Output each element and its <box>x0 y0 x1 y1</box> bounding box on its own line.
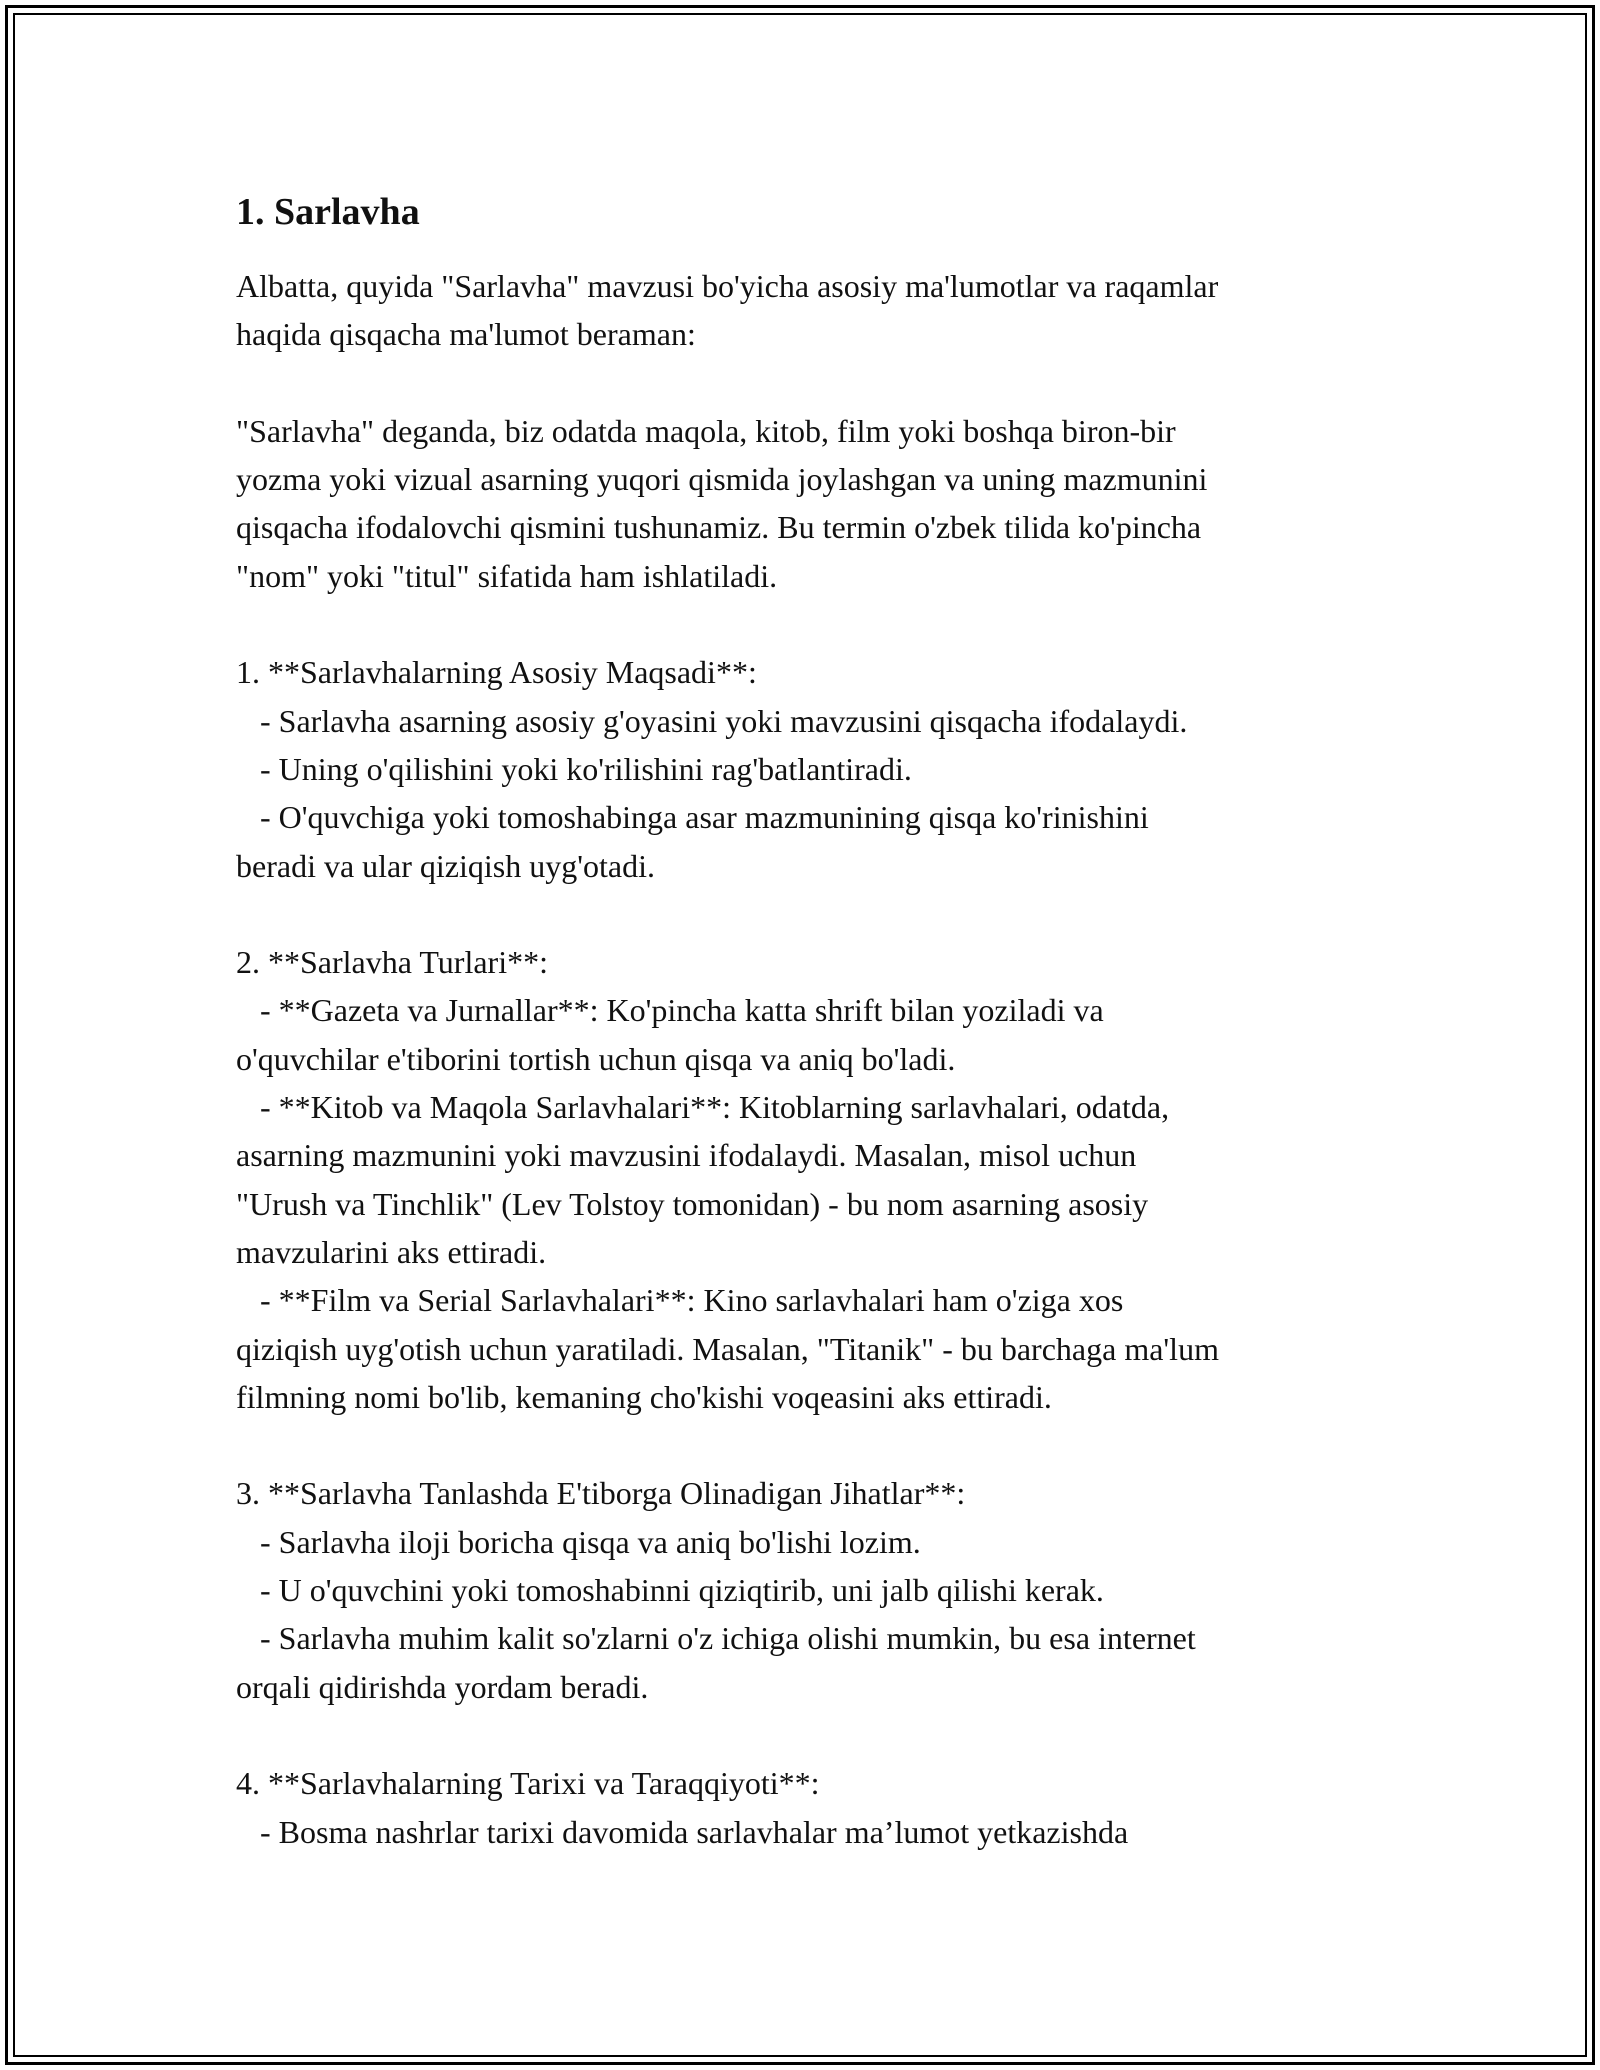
text-line: filmning nomi bo'lib, kemaning cho'kishi voqeasini aks ettiradi. <box>236 1378 1052 1415</box>
text-line: Albatta, quyida "Sarlavha" mavzusi bo'yicha asosiy ma'lumotlar va raqamlar <box>236 268 1219 304</box>
text-line: 4. **Sarlavhalarning Tarixi va Taraqqiyoti**: <box>236 1765 820 1802</box>
document-title: 1. Sarlavha <box>236 191 420 233</box>
document-text <box>236 262 1386 1856</box>
text-line: orqali qidirishda yordam beradi. <box>236 1668 649 1705</box>
text-line: 3. **Sarlavha Tanlashda E'tiborga Olinadigan Jihatlar**: <box>236 1475 966 1512</box>
document-body <box>236 186 1386 1856</box>
text-line: "Sarlavha" deganda, biz odatda maqola, kitob, film yoki boshqa biron-bir <box>236 412 1176 449</box>
text-line: - U o'quvchini yoki tomoshabinni qiziqtirib, uni jalb qilishi kerak. <box>236 1572 1104 1609</box>
text-line: haqida qisqacha ma'lumot beraman: <box>236 316 696 353</box>
text-line: - Bosma nashrlar tarixi davomida sarlavhalar ma’lumot yetkazishda <box>236 1813 1129 1850</box>
text-line: - Sarlavha muhim kalit so'zlarni o'z ichiga olishi mumkin, bu esa internet <box>236 1620 1196 1657</box>
text-line: 2. **Sarlavha Turlari**: <box>236 944 548 981</box>
text-line: - **Film va Serial Sarlavhalari**: Kino sarlavhalari ham o'ziga xos <box>236 1282 1124 1319</box>
text-line: o'quvchilar e'tiborini tortish uchun qisqa va aniq bo'ladi. <box>236 1040 956 1077</box>
blank-line <box>236 1711 1386 1759</box>
text-line: 1. **Sarlavhalarning Asosiy Maqsadi**: <box>236 654 757 691</box>
text-line: - Sarlavha asarning asosiy g'oyasini yoki mavzusini qisqacha ifodalaydi. <box>236 702 1188 739</box>
text-line: - **Kitob va Maqola Sarlavhalari**: Kitoblarning sarlavhalari, odatda, <box>236 1089 1170 1126</box>
text-line: - O'quvchiga yoki tomoshabinga asar mazmunining qisqa ko'rinishini <box>236 799 1149 836</box>
text-line: "nom" yoki "titul" sifatida ham ishlatiladi. <box>236 557 778 594</box>
text-line: asarning mazmunini yoki mavzusini ifodalaydi. Masalan, misol uchun <box>236 1137 1137 1174</box>
text-line: - **Gazeta va Jurnallar**: Ko'pincha katta shrift bilan yoziladi va <box>236 992 1104 1029</box>
text-line: mavzularini aks ettiradi. <box>236 1233 547 1270</box>
blank-line <box>236 600 1386 648</box>
text-line: qiziqish uyg'otish uchun yaratiladi. Masalan, "Titanik" - bu barchaga ma'lum <box>236 1330 1219 1367</box>
blank-line <box>236 359 1386 407</box>
blank-line <box>236 1421 1386 1469</box>
text-line: - Sarlavha iloji boricha qisqa va aniq bo'lishi lozim. <box>236 1523 921 1560</box>
blank-line <box>236 890 1386 938</box>
text-line: beradi va ular qiziqish uyg'otadi. <box>236 847 655 884</box>
text-line: yozma yoki vizual asarning yuqori qismida joylashgan va uning mazmunini <box>236 461 1208 498</box>
text-line: - Uning o'qilishini yoki ko'rilishini rag'batlantiradi. <box>236 750 912 787</box>
text-line: "Urush va Tinchlik" (Lev Tolstoy tomonidan) - bu nom asarning asosiy <box>236 1185 1149 1222</box>
text-line: qisqacha ifodalovchi qismini tushunamiz. Bu termin o'zbek tilida ko'pincha <box>236 509 1202 546</box>
